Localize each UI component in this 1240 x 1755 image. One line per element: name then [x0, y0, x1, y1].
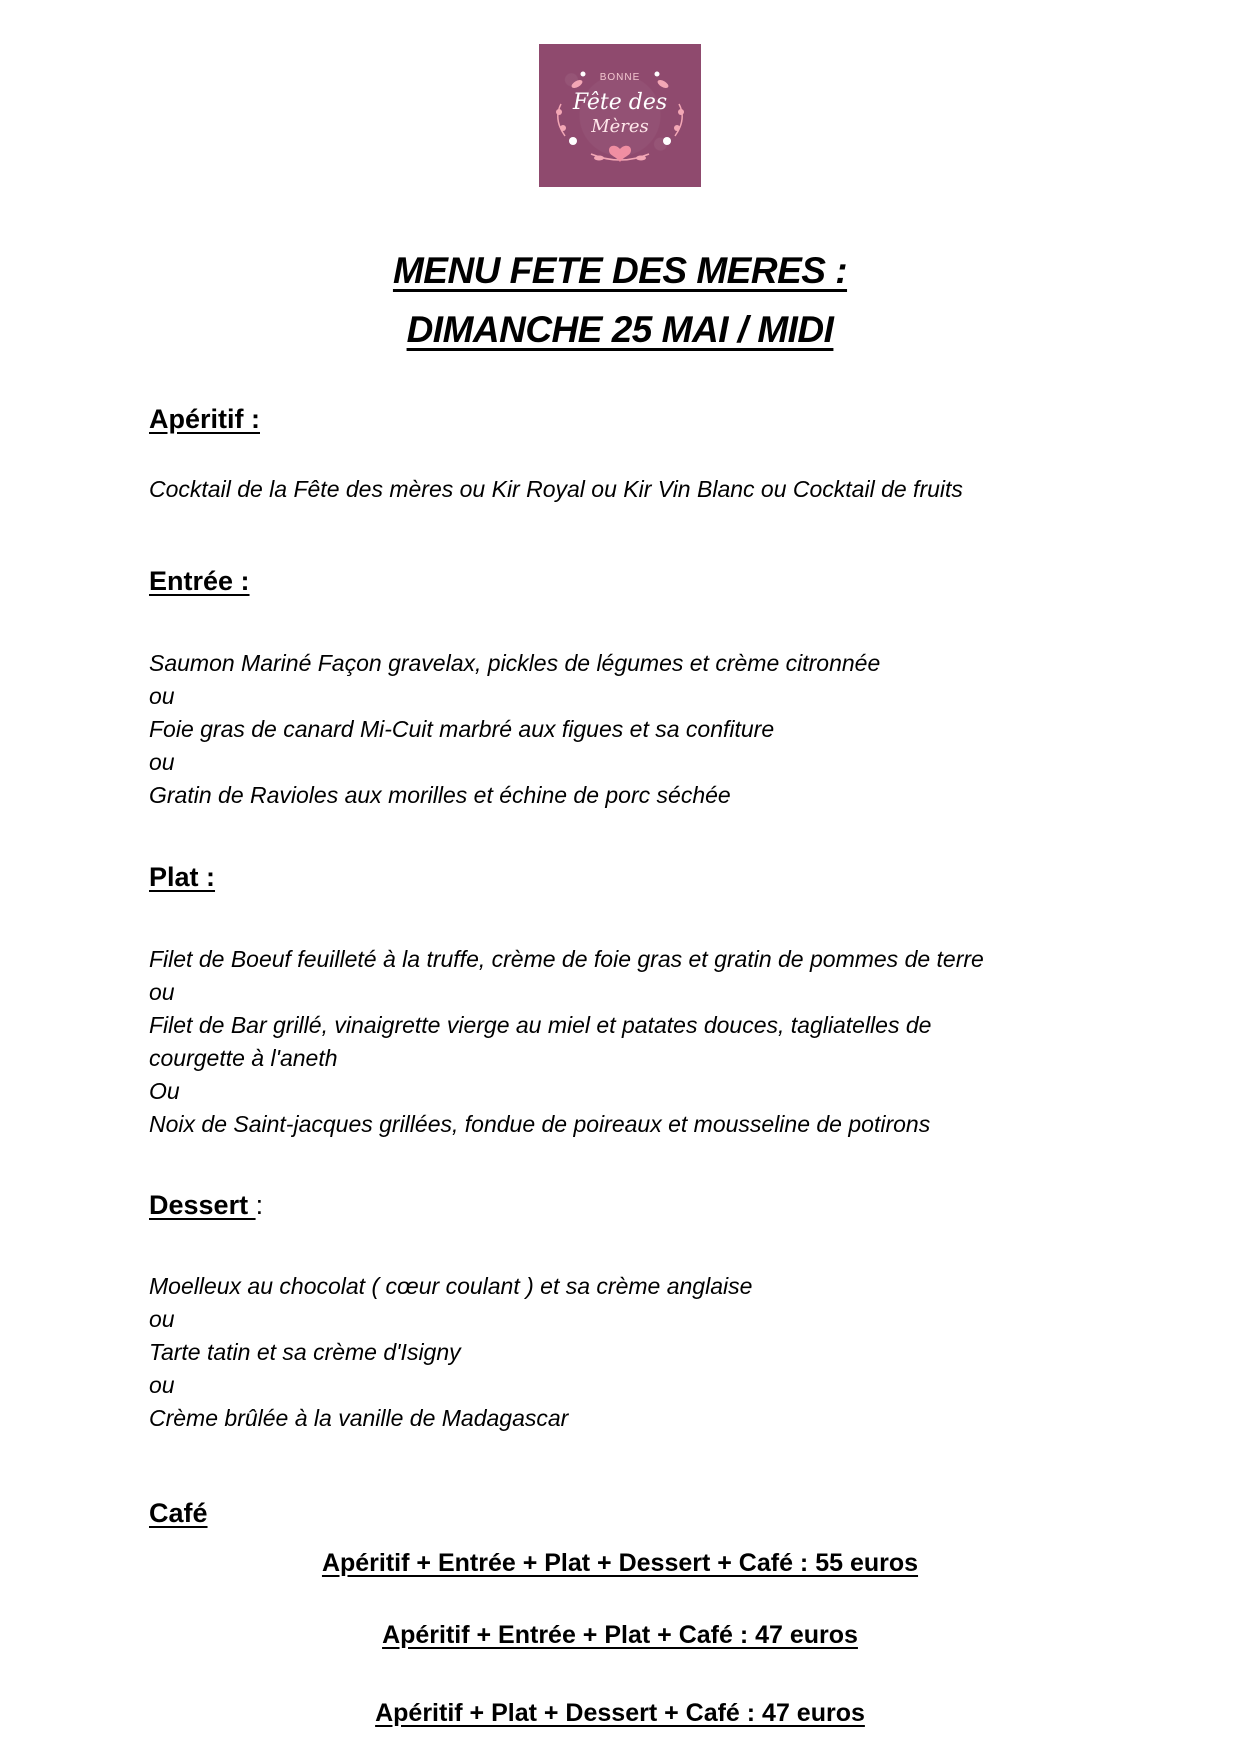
entree-line: ou [149, 749, 175, 775]
dessert-line: Moelleux au chocolat ( cœur coulant ) et sa crème anglaise [149, 1273, 753, 1299]
logo-text-meres: Mères [591, 116, 649, 137]
dessert-line: Crème brûlée à la vanille de Madagascar [149, 1405, 569, 1431]
section-heading-cafe: Café [149, 1498, 208, 1528]
menu-title: MENU FETE DES MERES : [392, 250, 848, 291]
logo-text-fete-des: Fête des [572, 90, 668, 115]
plat-line: ou [149, 979, 175, 1005]
section-heading-dessert: Dessert : [149, 1190, 264, 1220]
logo-text-bonne: BONNE [599, 72, 641, 83]
section-heading-entree: Entrée : [149, 566, 250, 596]
plat-line: Noix de Saint-jacques grillées, fondue de poireaux et mousseline de potirons [149, 1111, 931, 1137]
dessert-line: ou [149, 1372, 175, 1398]
entree-line: ou [149, 683, 175, 709]
plat-line: courgette à l'aneth [149, 1045, 338, 1071]
fete-des-meres-logo [539, 44, 701, 187]
section-heading-aperitif: Apéritif : [149, 404, 260, 434]
plat-line: Filet de Boeuf feuilleté à la truffe, crème de foie gras et gratin de pommes de terre [149, 946, 984, 972]
entree-line: Saumon Mariné Façon gravelax, pickles de légumes et crème citronnée [149, 650, 881, 676]
price-formula-no-entree: Apéritif + Plat + Dessert + Café : 47 euros [375, 1699, 865, 1727]
dessert-line: Tarte tatin et sa crème d'Isigny [149, 1339, 461, 1365]
price-formula-no-dessert: Apéritif + Entrée + Plat + Café : 47 euros [382, 1621, 858, 1649]
dessert-line: ou [149, 1306, 175, 1332]
entree-line: Foie gras de canard Mi-Cuit marbré aux figues et sa confiture [149, 716, 775, 742]
section-heading-plat: Plat : [149, 862, 216, 892]
plat-line: Filet de Bar grillé, vinaigrette vierge au miel et patates douces, tagliatelles de [149, 1012, 932, 1038]
plat-line: Ou [149, 1078, 180, 1104]
price-formula-full: Apéritif + Entrée + Plat + Dessert + Café : 55 euros [321, 1549, 919, 1577]
aperitif-item: Cocktail de la Fête des mères ou Kir Royal ou Kir Vin Blanc ou Cocktail de fruits [149, 476, 963, 502]
menu-subtitle-date: DIMANCHE 25 MAI / MIDI [406, 309, 834, 350]
entree-line: Gratin de Ravioles aux morilles et échine de porc séchée [149, 782, 731, 808]
